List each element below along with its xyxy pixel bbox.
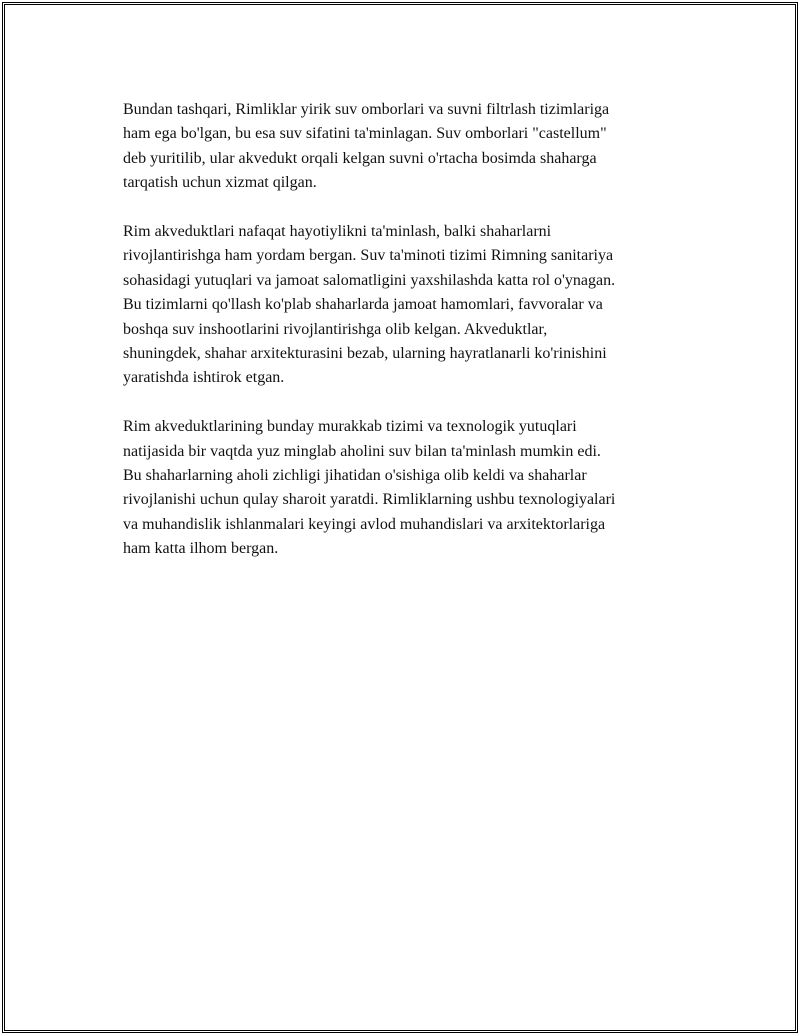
text-line: natijasida bir vaqtda yuz minglab aholini suv bilan ta'minlash mumkin edi. <box>123 442 601 460</box>
text-line: tarqatish uchun xizmat qilgan. <box>123 174 317 192</box>
text-line: Rim akveduktlari nafaqat hayotiylikni ta'minlash, balki shaharlarni <box>123 223 552 241</box>
text-line: Bu shaharlarning aholi zichligi jihatidan o'sishiga olib keldi va shaharlar <box>123 467 587 485</box>
paragraph-2 <box>123 220 698 391</box>
text-line: Rim akveduktlarining bunday murakkab tizimi va texnologik yutuqlari <box>123 418 577 436</box>
text-line: boshqa suv inshootlarini rivojlantirishga olib kelgan. Akveduktlar, <box>123 320 548 338</box>
text-line: shuningdek, shahar arxitekturasini bezab, ularning hayratlanarli ko'rinishini <box>123 345 607 363</box>
text-line: sohasidagi yutuqlari va jamoat salomatligini yaxshilashda katta rol o'ynagan. <box>123 271 616 289</box>
document-body <box>123 98 698 586</box>
text-line: deb yuritilib, ular akvedukt orqali kelgan suvni o'rtacha bosimda shaharga <box>123 149 597 167</box>
text-line: yaratishda ishtirok etgan. <box>123 369 285 387</box>
paragraph-3 <box>123 415 698 561</box>
text-line: rivojlanishi uchun qulay sharoit yaratdi. Rimliklarning ushbu texnologiyalari <box>123 491 616 509</box>
text-line: Bu tizimlarni qo'llash ko'plab shaharlarda jamoat hamomlari, favvoralar va <box>123 296 603 314</box>
paragraph-1 <box>123 98 698 196</box>
page-border <box>2 2 798 1033</box>
text-line: ham katta ilhom bergan. <box>123 540 279 558</box>
text-line: va muhandislik ishlanmalari keyingi avlod muhandislari va arxitektorlariga <box>123 515 606 533</box>
text-line: rivojlantirishga ham yordam bergan. Suv ta'minoti tizimi Rimning sanitariya <box>123 247 614 265</box>
text-line: Bundan tashqari, Rimliklar yirik suv omborlari va suvni filtrlash tizimlariga <box>123 101 610 118</box>
text-line: ham ega bo'lgan, bu esa suv sifatini ta'minlagan. Suv omborlari "castellum" <box>123 125 607 143</box>
